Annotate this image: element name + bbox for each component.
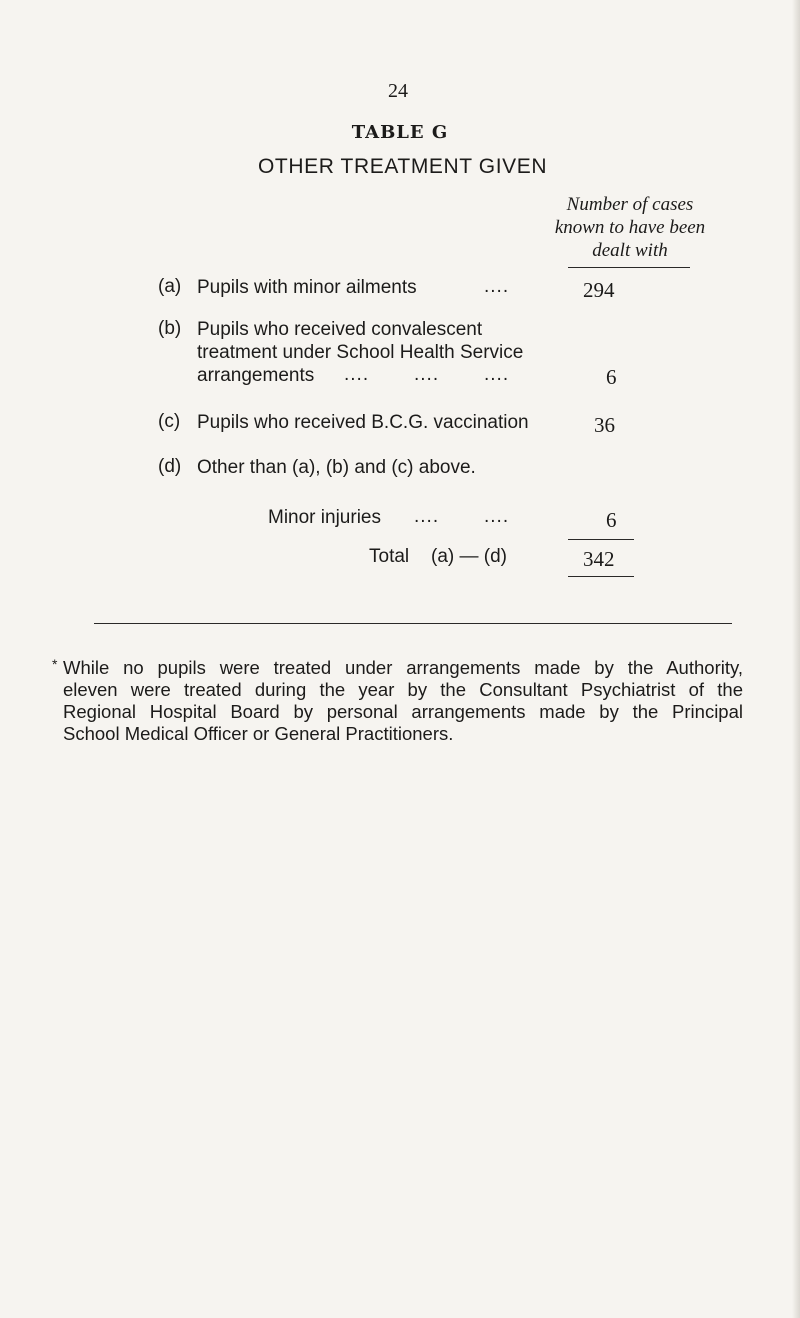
column-header bbox=[520, 193, 740, 262]
row-b-value: 6 bbox=[606, 365, 617, 389]
row-b-label-line1: Pupils who received convalescent bbox=[197, 319, 483, 340]
minor-injuries-value: 6 bbox=[606, 508, 617, 532]
row-b-dots-3: .... bbox=[484, 364, 510, 385]
row-b-label-line2: treatment under School Health Service bbox=[197, 342, 524, 363]
row-c-letter: (c) bbox=[158, 411, 181, 432]
row-c-value: 36 bbox=[594, 413, 615, 437]
minor-injuries-dots-1: .... bbox=[414, 506, 440, 527]
column-header-line1: Number of cases bbox=[566, 194, 694, 215]
table-subtitle: OTHER TREATMENT GIVEN bbox=[258, 155, 548, 178]
row-a-letter: (a) bbox=[158, 276, 182, 297]
row-a-value: 294 bbox=[583, 278, 615, 302]
table-title: TABLE G bbox=[351, 122, 449, 143]
footnote bbox=[63, 657, 743, 745]
column-header-line2: known to have been bbox=[554, 217, 706, 238]
row-d-letter: (d) bbox=[158, 456, 182, 477]
row-b-letter: (b) bbox=[158, 318, 182, 339]
footnote-line1: While no pupils were treated under arrangements made by the Authority, bbox=[63, 657, 743, 678]
total-value: 342 bbox=[583, 547, 615, 571]
page-number: 24 bbox=[388, 80, 408, 102]
footnote-line4: School Medical Officer or General Practitioners. bbox=[63, 723, 454, 744]
page-edge-shadow bbox=[792, 0, 800, 1318]
total-range: (a) — (d) bbox=[431, 546, 507, 567]
row-b-label-line3: arrangements bbox=[197, 365, 315, 386]
subtotal-rule bbox=[568, 539, 634, 540]
row-a-label: Pupils with minor ailments bbox=[197, 277, 417, 298]
minor-injuries-dots-2: .... bbox=[484, 506, 510, 527]
total-rule bbox=[568, 576, 634, 577]
row-b-dots-1: .... bbox=[344, 364, 370, 385]
row-d-label: Other than (a), (b) and (c) above. bbox=[197, 457, 476, 478]
row-a-dots: .... bbox=[484, 276, 510, 297]
total-label: Total bbox=[369, 546, 410, 567]
column-header-line3: dealt with bbox=[592, 240, 668, 261]
footnote-line2: eleven were treated during the year by the Consultant Psychiatrist of the bbox=[63, 679, 743, 700]
row-b-dots-2: .... bbox=[414, 364, 440, 385]
minor-injuries-label: Minor injuries bbox=[268, 507, 381, 528]
footnote-line3: Regional Hospital Board by personal arrangements made by the Principal bbox=[63, 701, 743, 722]
footnote-marker: * bbox=[52, 656, 58, 672]
section-divider bbox=[94, 623, 732, 624]
header-rule bbox=[568, 267, 690, 268]
row-c-label: Pupils who received B.C.G. vaccination bbox=[197, 412, 529, 433]
